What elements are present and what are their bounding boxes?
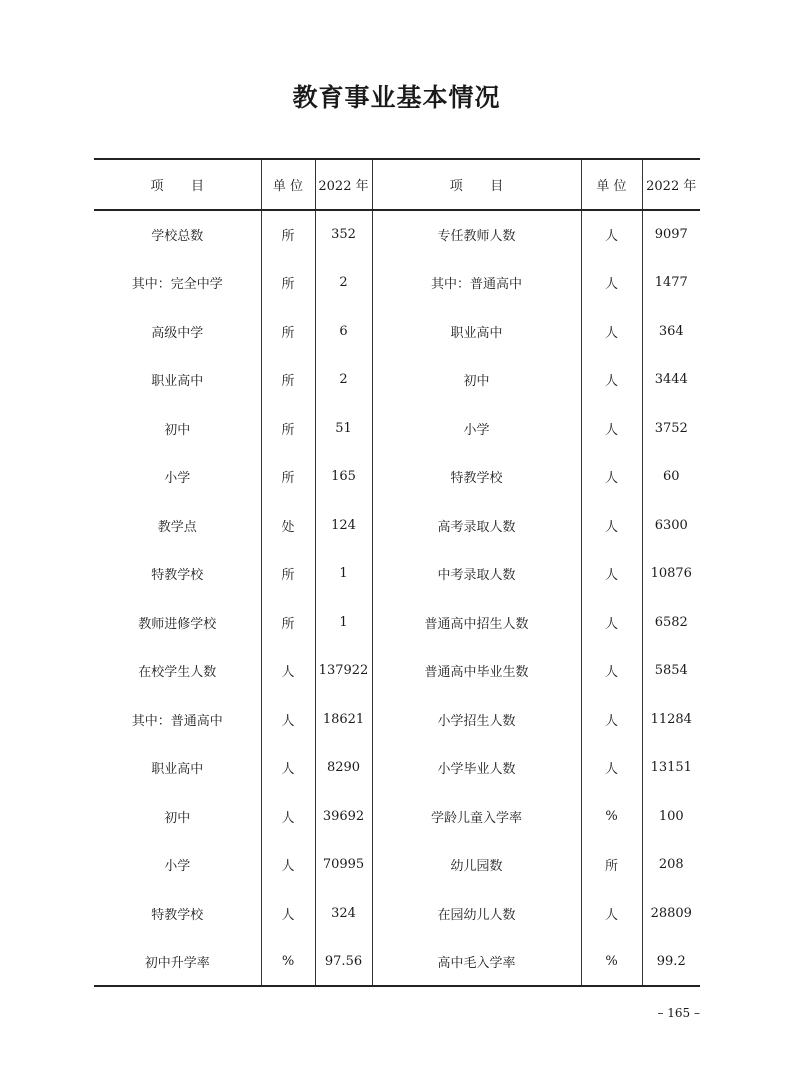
cell-unit-right: 人 bbox=[581, 598, 642, 647]
cell-unit-right: 人 bbox=[581, 889, 642, 938]
cell-item-left: 职业高中 bbox=[151, 374, 204, 390]
table-row bbox=[94, 889, 700, 938]
cell-unit-left: 所 bbox=[261, 598, 315, 647]
cell-value-right: 3752 bbox=[642, 404, 700, 453]
cell-unit-right: 所 bbox=[581, 841, 642, 890]
cell-value-left: 70995 bbox=[315, 841, 372, 890]
cell-item-right: 其中：普通高中 bbox=[372, 259, 581, 308]
cell-value-left: 324 bbox=[315, 889, 372, 938]
cell-value-left: 137922 bbox=[315, 647, 372, 696]
table-row bbox=[94, 841, 700, 890]
cell-value-right: 1477 bbox=[642, 259, 700, 308]
cell-value-right: 10876 bbox=[642, 550, 700, 599]
cell-value-left: 18621 bbox=[315, 695, 372, 744]
table-row bbox=[94, 453, 700, 502]
cell-item-left: 在校学生人数 bbox=[138, 665, 217, 681]
cell-value-right: 5854 bbox=[642, 647, 700, 696]
cell-value-left: 97.56 bbox=[315, 938, 372, 987]
cell-unit-right: 人 bbox=[581, 210, 642, 259]
cell-item-right: 小学招生人数 bbox=[372, 695, 581, 744]
cell-value-left: 39692 bbox=[315, 792, 372, 841]
cell-value-left: 124 bbox=[315, 501, 372, 550]
cell-unit-left: 人 bbox=[261, 744, 315, 793]
cell-value-left: 165 bbox=[315, 453, 372, 502]
cell-unit-left: 所 bbox=[261, 210, 315, 259]
table-row bbox=[94, 647, 700, 696]
cell-value-right: 13151 bbox=[642, 744, 700, 793]
cell-unit-left: 所 bbox=[261, 356, 315, 405]
cell-item-left: 职业高中 bbox=[151, 762, 204, 778]
cell-item-right: 普通高中毕业生数 bbox=[372, 647, 581, 696]
cell-item-right: 学龄儿童入学率 bbox=[372, 792, 581, 841]
header-item-left: 项 目 bbox=[94, 159, 261, 210]
header-unit-left: 单 位 bbox=[261, 159, 315, 210]
cell-value-left: 51 bbox=[315, 404, 372, 453]
cell-item-left: 特教学校 bbox=[151, 568, 204, 584]
table-row bbox=[94, 938, 700, 987]
cell-item-right: 小学 bbox=[372, 404, 581, 453]
cell-item-left: 其中：普通高中 bbox=[131, 713, 223, 729]
cell-item-left: 初中 bbox=[164, 422, 191, 438]
header-item-right: 项 目 bbox=[372, 159, 581, 210]
cell-unit-right: 人 bbox=[581, 356, 642, 405]
cell-item-left: 学校总数 bbox=[151, 229, 204, 245]
cell-value-left: 2 bbox=[315, 356, 372, 405]
cell-item-left: 教学点 bbox=[157, 519, 197, 535]
header-year-right: 2022 年 bbox=[642, 159, 700, 210]
cell-item-right: 专任教师人数 bbox=[372, 210, 581, 259]
cell-unit-left: 人 bbox=[261, 792, 315, 841]
cell-value-left: 8290 bbox=[315, 744, 372, 793]
cell-item-right: 普通高中招生人数 bbox=[372, 598, 581, 647]
cell-item-right: 中考录取人数 bbox=[372, 550, 581, 599]
cell-item-right: 在园幼儿人数 bbox=[372, 889, 581, 938]
page-title: 教育事业基本情况 bbox=[292, 83, 501, 112]
cell-item-left: 初中 bbox=[164, 810, 191, 826]
cell-unit-left: 所 bbox=[261, 453, 315, 502]
cell-item-right: 小学毕业人数 bbox=[372, 744, 581, 793]
cell-unit-left: 人 bbox=[261, 647, 315, 696]
cell-value-right: 60 bbox=[642, 453, 700, 502]
cell-value-right: 6300 bbox=[642, 501, 700, 550]
cell-unit-right: 人 bbox=[581, 307, 642, 356]
cell-item-right: 幼儿园数 bbox=[372, 841, 581, 890]
cell-unit-right: % bbox=[581, 792, 642, 841]
cell-item-right: 特教学校 bbox=[372, 453, 581, 502]
cell-unit-left: 所 bbox=[261, 550, 315, 599]
cell-value-left: 1 bbox=[315, 598, 372, 647]
cell-unit-right: 人 bbox=[581, 550, 642, 599]
cell-item-left: 教师进修学校 bbox=[138, 616, 217, 632]
cell-item-left: 小学 bbox=[164, 859, 191, 875]
cell-item-right: 初中 bbox=[372, 356, 581, 405]
cell-unit-right: 人 bbox=[581, 695, 642, 744]
cell-value-right: 11284 bbox=[642, 695, 700, 744]
cell-item-left: 特教学校 bbox=[151, 907, 204, 923]
header-year-left: 2022 年 bbox=[315, 159, 372, 210]
cell-unit-left: 处 bbox=[261, 501, 315, 550]
cell-unit-left: 人 bbox=[261, 695, 315, 744]
cell-value-right: 9097 bbox=[642, 210, 700, 259]
table-row bbox=[94, 550, 700, 599]
table-row bbox=[94, 792, 700, 841]
table-body bbox=[94, 210, 700, 986]
cell-unit-right: 人 bbox=[581, 647, 642, 696]
table-row bbox=[94, 598, 700, 647]
cell-item-right: 职业高中 bbox=[372, 307, 581, 356]
cell-item-left: 高级中学 bbox=[151, 325, 204, 341]
cell-unit-left: 所 bbox=[261, 259, 315, 308]
table-row bbox=[94, 307, 700, 356]
cell-value-right: 99.2 bbox=[642, 938, 700, 987]
cell-unit-right: 人 bbox=[581, 404, 642, 453]
cell-value-right: 3444 bbox=[642, 356, 700, 405]
table-row bbox=[94, 695, 700, 744]
cell-unit-right: 人 bbox=[581, 453, 642, 502]
table-row bbox=[94, 210, 700, 259]
cell-value-left: 352 bbox=[315, 210, 372, 259]
cell-item-right: 高考录取人数 bbox=[372, 501, 581, 550]
education-stats-table bbox=[94, 158, 700, 987]
cell-unit-left: % bbox=[261, 938, 315, 987]
page-number: – 165 – bbox=[657, 1006, 700, 1020]
cell-unit-right: % bbox=[581, 938, 642, 987]
table-row bbox=[94, 356, 700, 405]
cell-value-right: 28809 bbox=[642, 889, 700, 938]
table-row bbox=[94, 501, 700, 550]
cell-item-left: 其中：完全中学 bbox=[131, 277, 223, 293]
cell-unit-right: 人 bbox=[581, 501, 642, 550]
cell-unit-left: 人 bbox=[261, 889, 315, 938]
cell-unit-left: 人 bbox=[261, 841, 315, 890]
cell-value-left: 1 bbox=[315, 550, 372, 599]
cell-value-right: 6582 bbox=[642, 598, 700, 647]
header-unit-right: 单 位 bbox=[581, 159, 642, 210]
cell-value-right: 208 bbox=[642, 841, 700, 890]
table-row bbox=[94, 259, 700, 308]
cell-item-left: 小学 bbox=[164, 471, 191, 487]
cell-item-right: 高中毛入学率 bbox=[372, 938, 581, 987]
cell-item-left: 初中升学率 bbox=[94, 938, 261, 987]
cell-unit-right: 人 bbox=[581, 744, 642, 793]
cell-value-right: 364 bbox=[642, 307, 700, 356]
table-header-row bbox=[94, 159, 700, 210]
cell-value-left: 6 bbox=[315, 307, 372, 356]
cell-unit-left: 所 bbox=[261, 307, 315, 356]
cell-value-right: 100 bbox=[642, 792, 700, 841]
cell-unit-right: 人 bbox=[581, 259, 642, 308]
table-row bbox=[94, 744, 700, 793]
cell-unit-left: 所 bbox=[261, 404, 315, 453]
cell-value-left: 2 bbox=[315, 259, 372, 308]
table-row bbox=[94, 404, 700, 453]
